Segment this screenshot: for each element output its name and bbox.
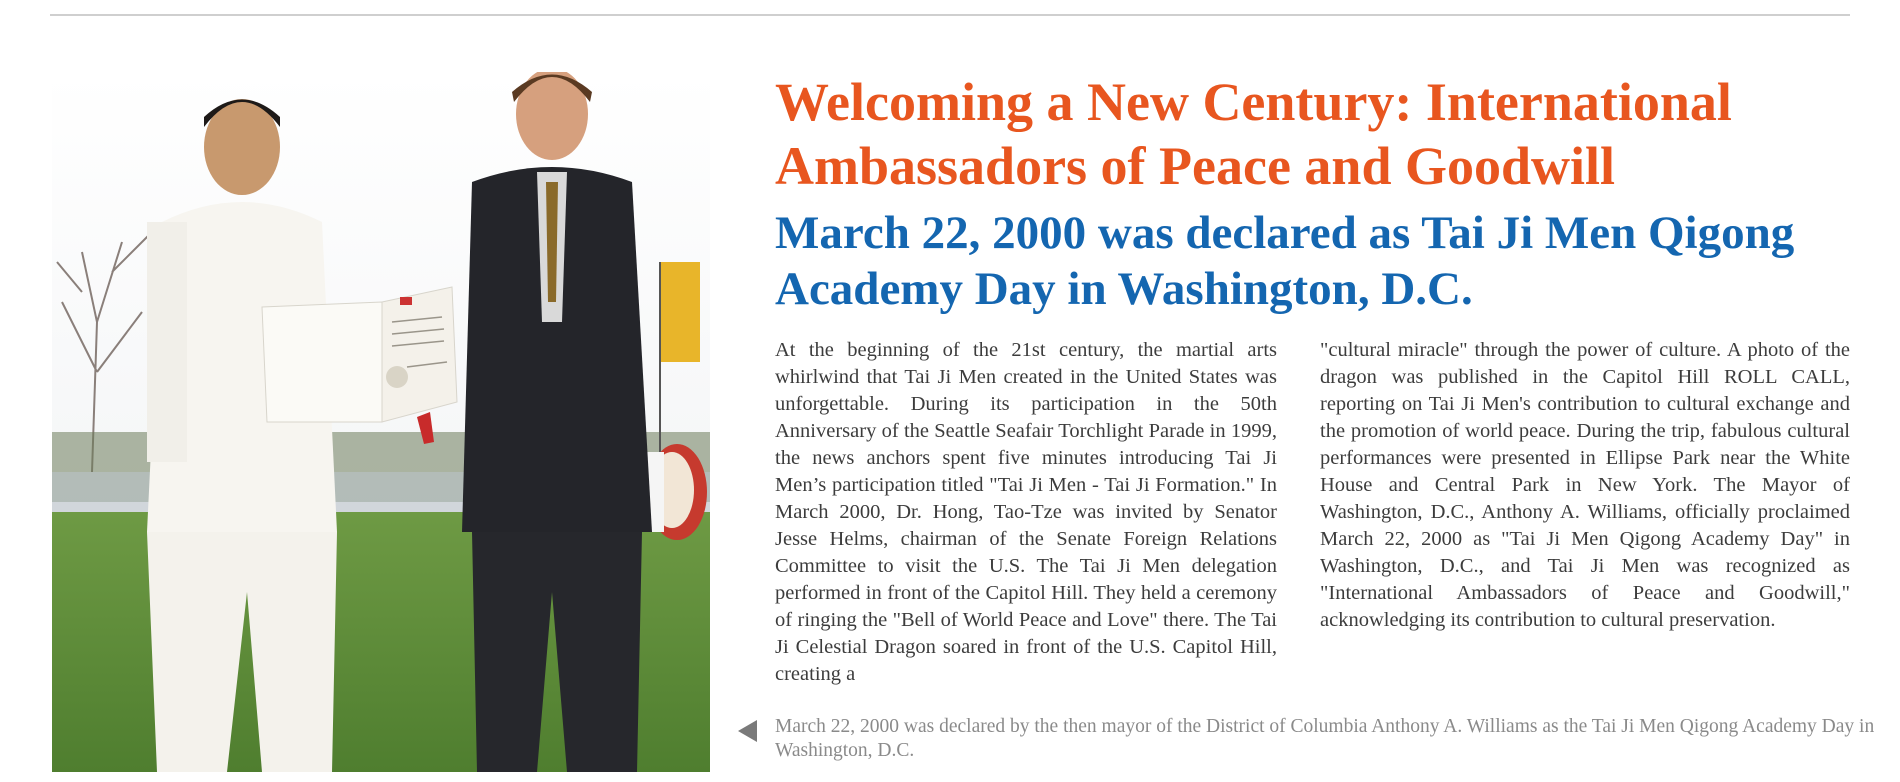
top-divider xyxy=(50,14,1850,16)
ceremony-photo-illustration xyxy=(52,72,710,772)
photo-caption: March 22, 2000 was declared by the then mayor of the District of Columbia Anthony A. Williams as the Tai Ji Men Qigong Academy Day in Washington, D.C. xyxy=(775,716,1875,761)
article-title: Welcoming a New Century: International Ambassadors of Peace and Goodwill xyxy=(775,72,1732,196)
ceremony-photo xyxy=(52,72,710,772)
article-subtitle: March 22, 2000 was declared as Tai Ji Men Qigong Academy Day in Washington, D.C. xyxy=(775,207,1795,315)
body-column-left: At the beginning of the 21st century, the martial arts whirlwind that Tai Ji Men created in the United States was unforgettable. During its participation in the 50th Anniversary of the Seattle Seafair Torchlight Parade in 1999, the news anchors spent five minutes introducing Tai Ji Men’s participation titled "Tai Ji Men - Tai Ji Formation." In March 2000, Dr. Hong, Tao-Tze was invited by Senator Jesse Helms, chairman of the Senate Foreign Relations Committee to visit the U.S. The Tai Ji Men delegation performed in front of the Capitol Hill. They held a ceremony of ringing the "Bell of World Peace and Love" there. The Tai Ji Celestial Dragon soared in front of the U.S. Capitol Hill, creating a xyxy=(775,339,1277,685)
caption-arrow-icon xyxy=(738,720,757,742)
body-column-right: "cultural miracle" through the power of culture. A photo of the dragon was published in the Capitol Hill ROLL CALL, reporting on Tai Ji Men's contribution to cultural exchange and the promotion of world peace. During the trip, fabulous cultural performances were presented in Ellipse Park near the White House and Central Park in New York. The Mayor of Washington, D.C., Anthony A. Williams, officially proclaimed March 22, 2000 as "Tai Ji Men Qigong Academy Day" in Washington, D.C., and Tai Ji Men was recognized as "International Ambassadors of Peace and Goodwill," acknowledging its contribution to cultural preservation. xyxy=(1320,339,1850,631)
